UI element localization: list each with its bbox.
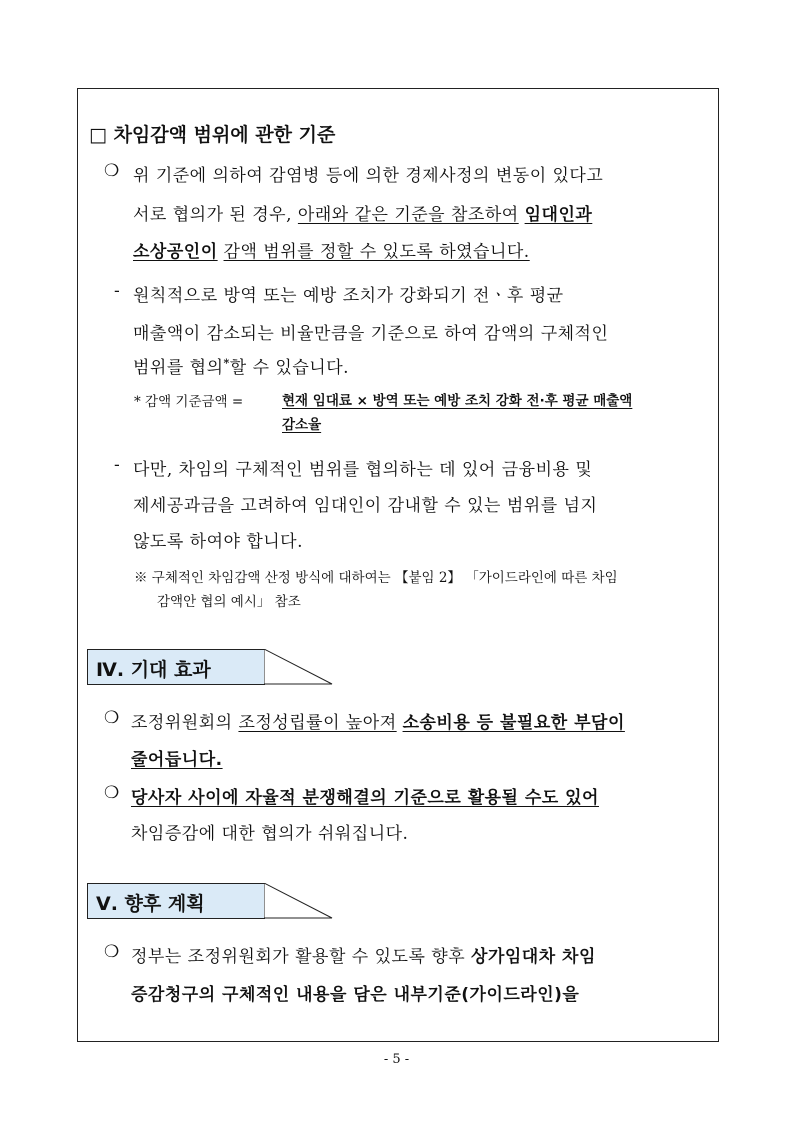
ref-note-line2: 감액안 협의 예시」 참조 (157, 594, 301, 610)
section-5-tab-icon (264, 883, 334, 919)
sec4-bullet-1: ❍ (104, 708, 120, 728)
sec5-b1-b: 상가임대차 차임 (471, 947, 596, 967)
formula-line1: 현재 임대료 × 방역 또는 예방 조치 강화 전·후 평균 매출액 (282, 393, 633, 409)
p1-line3 (133, 237, 530, 262)
section-5-title: Ⅴ. 향후 계획 (96, 893, 205, 915)
bullet-symbol: ❍ (104, 161, 120, 181)
sec4-b1-b: 조정성립률이 높아져 (238, 713, 397, 733)
section-5-header (87, 883, 265, 919)
sec5-b1-a: 정부는 조정위원회가 활용할 수 있도록 향후 (131, 947, 466, 967)
p1-line3-a: 소상공인이 (133, 242, 218, 262)
page-number: - 5 - (383, 1052, 410, 1067)
p2-line2: 매출액이 감소되는 비율만큼을 기준으로 하여 감액의 구체적인 (133, 324, 609, 344)
p2-line3-a: 범위를 협의 (133, 358, 224, 378)
section-4-tab-icon (264, 649, 334, 685)
sec4-b1-a: 조정위원회의 (131, 713, 233, 733)
p1-line1-text: 위 기준에 의하여 감염병 등에 의한 경제사정의 변동이 있다고 (133, 166, 604, 186)
sec5-bullet-1: ❍ (104, 942, 120, 962)
p2-line3-b: 할 수 있습니다. (229, 358, 350, 378)
p3-line2: 제세공과금을 고려하여 임대인이 감내할 수 있는 범위를 넘지 (133, 496, 598, 516)
p2-line3 (133, 353, 349, 378)
formula-line2: 감소율 (282, 417, 322, 433)
sec4-bullet-2: ❍ (104, 783, 120, 803)
dash-1: - (114, 281, 121, 301)
section-4-header (87, 649, 265, 685)
p1-line2 (133, 200, 709, 225)
p1-line3-b: 감액 범위를 정할 수 있도록 하였습니다. (223, 242, 530, 262)
sec4-b2-line2: 차임증감에 대한 협의가 쉬워집니다. (131, 824, 409, 844)
sec5-b1-line2: 증감청구의 구체적인 내용을 담은 내부기준(가이드라인)을 (131, 985, 580, 1005)
section-4-title: Ⅳ. 기대 효과 (96, 659, 211, 681)
p1-line2-a: 서로 협의가 된 경우, (133, 205, 292, 225)
ref-note-line1: ※ 구체적인 차임감액 산정 방식에 대하여는 【붙임 2】 「가이드라인에 따른 차임 (134, 570, 618, 586)
p3-line3: 않도록 하여야 합니다. (133, 532, 304, 552)
p1-line2-c: 임대인과 (524, 205, 593, 225)
criteria-heading: □ 차임감액 범위에 관한 기준 (89, 124, 336, 146)
p1-line1 (133, 161, 709, 186)
sec4-b1-line1 (131, 708, 711, 733)
sec4-b1-line2: 줄어듭니다. (131, 750, 223, 770)
p3-line1: 다만, 차임의 구체적인 범위를 협의하는 데 있어 금융비용 및 (133, 460, 593, 480)
p2-line1: 원칙적으로 방역 또는 예방 조치가 강화되기 전ㆍ후 평균 (133, 286, 564, 306)
dash-2: - (114, 455, 121, 475)
sec4-b1-c: 소송비용 등 불필요한 부담이 (402, 713, 625, 733)
p1-line2-b: 아래와 같은 기준을 참조하여 (297, 205, 519, 225)
sec4-b2-line1: 당사자 사이에 자율적 분쟁해결의 기준으로 활용될 수도 있어 (131, 788, 599, 808)
sec5-b1-line1 (131, 942, 596, 967)
footnote-star: * (223, 356, 230, 370)
formula-prefix: * 감액 기준금액 = (134, 394, 244, 410)
